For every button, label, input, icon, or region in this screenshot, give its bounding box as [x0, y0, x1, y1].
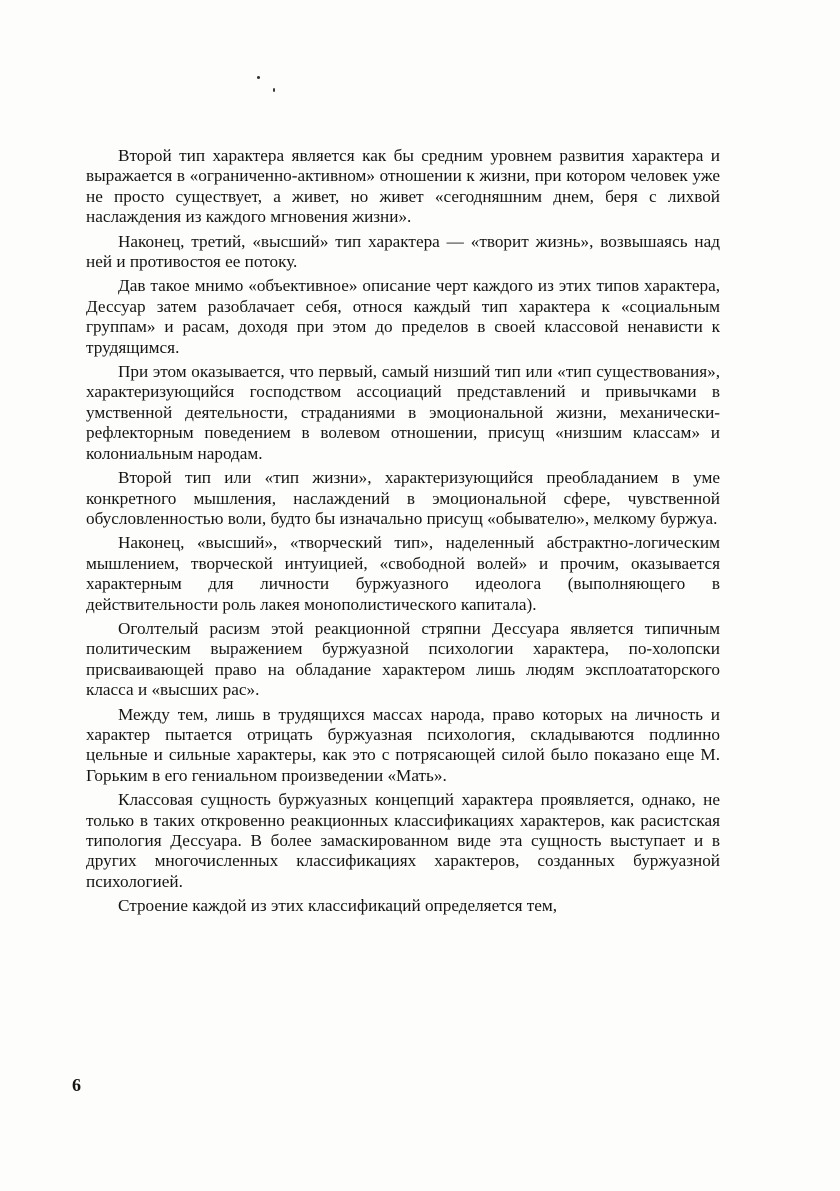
page-number: 6	[72, 1075, 81, 1095]
paragraph: Строение каждой из этих классификаций определяется тем,	[118, 896, 558, 916]
paragraph: При этом оказывается, что первый, самый низший тип или «тип существования», характеризующийся господством ассоциаций представлений и привычками в умственной деятельности, страданиями в эмоциональной жизни, механически-рефлекторным поведением в волевом отношении, присущ «низшим классам» и колониальным народам.	[86, 362, 720, 463]
paragraph: Дав такое мнимо «объективное» описание черт каждого из этих типов характера, Дессуар затем разоблачает себя, относя каждый тип характера к «социальным группам» и расам, доходя при этом до пределов в своей классовой ненависти к трудящимся.	[86, 276, 720, 357]
print-speck	[257, 76, 260, 79]
paragraph: Второй тип или «тип жизни», характеризующийся преобладанием в уме конкретного мышления, наслаждений в эмоциональной сфере, чувственной обусловленностью воли, будто бы изначально присущ «обывателю», мелкому буржуа.	[86, 468, 720, 528]
paragraph: Между тем, лишь в трудящихся массах народа, право которых на личность и характер пытается отрицать буржуазная психология, складываются подлинно цельные и сильные характеры, как это с потрясающей силой было показано еще М. Горьким в его гениальном произведении «Мать».	[86, 704, 720, 785]
body-text	[86, 146, 720, 921]
paragraph: Наконец, третий, «высший» тип характера — «творит жизнь», возвышаясь над ней и противостоя ее потоку.	[86, 231, 720, 272]
paragraph: Оголтелый расизм этой реакционной стряпни Дессуара является типичным политическим выражением буржуазной психологии характера, по-холопски присваивающей право на обладание характером лишь людям эксплоататорского класса и «высших рас».	[86, 618, 720, 700]
paragraph: Классовая сущность буржуазных концепций характера проявляется, однако, не только в таких откровенно реакционных классификациях характеров, как расистская типология Дессуара. В более замаскированном виде эта сущность выступает и в других многочисленных классификациях характеров, созданных буржуазной психологией.	[86, 790, 720, 891]
paragraph: Наконец, «высший», «творческий тип», наделенный абстрактно-логическим мышлением, творческой интуицией, «свободной волей» и прочим, оказывается характерным для личности буржуазного идеолога (выполняющего в действительности роль лакея монополистического капитала).	[86, 533, 720, 614]
print-speck	[273, 88, 275, 92]
paragraph: Второй тип характера является как бы средним уровнем развития характера и выражается в «ограниченно-активном» отношении к жизни, при котором человек уже не просто существует, а живет, но живет «сегодняшним днем, беря с лихвой наслаждения из каждого мгновения жизни».	[86, 146, 720, 227]
